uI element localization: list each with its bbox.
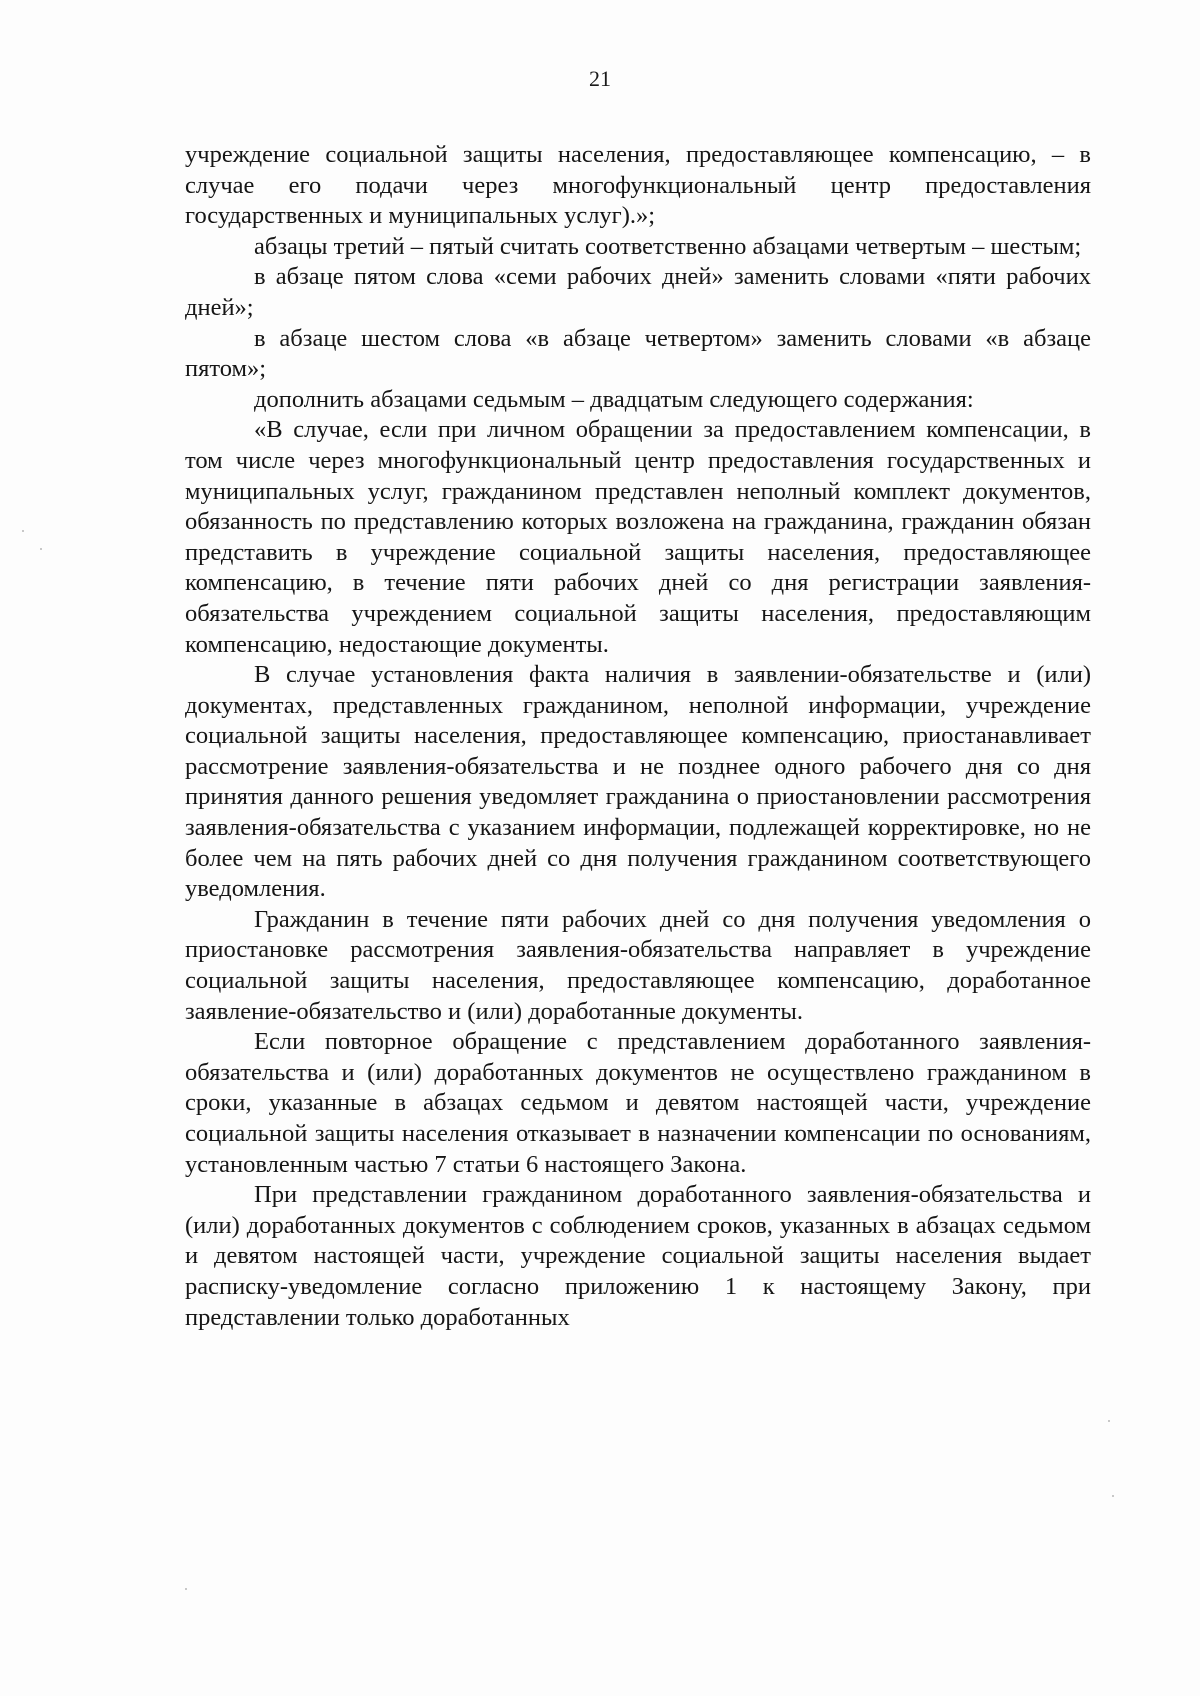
scan-speck <box>40 548 42 550</box>
scan-speck <box>1108 1420 1110 1422</box>
scan-speck <box>1112 1495 1114 1497</box>
paragraph-3: в абзаце пятом слова «семи рабочих дней» заменить словами «пяти рабочих дней»; <box>185 263 1091 321</box>
paragraph-4: в абзаце шестом слова «в абзаце четвертом» заменить словами «в абзаце пятом»; <box>185 324 1091 383</box>
page-number: 21 <box>589 66 611 91</box>
paragraph-10: При представлении гражданином доработанного заявления-обязательства и (или) доработанных документов с соблюдением сроков, указанных в абзацах седьмом и девятом настоящей части, учреждение социальной защиты населения выдает расписку-уведомление согласно приложению 1 к настоящему Закону, при представлении только доработанных <box>185 1181 1091 1331</box>
paragraph-7: В случае установления факта наличия в заявлении-обязательстве и (или) документах, представленных гражданином, неполной информации, учреждение социальной защиты населения, предоставляющее компенсацию, приостанавливает рассмотрение заявления-обязательства и не позднее одного рабочего дня со дня принятия данного решения уведомляет гражданина о приостановлении рассмотрения заявления-обязательства с указанием информации, подлежащей корректировке, но не более чем на пять рабочих дней со дня получения гражданином соответствующего уведомления. <box>185 661 1091 903</box>
scan-speck <box>22 530 24 532</box>
paragraph-1: учреждение социальной защиты населения, предоставляющее компенсацию, – в случае его подачи через многофункциональный центр предоставления государственных и муниципальных услуг).»; <box>185 141 1091 230</box>
document-body <box>185 140 1091 1333</box>
paragraph-5: дополнить абзацами седьмым – двадцатым следующего содержания: <box>254 385 974 413</box>
paragraph-9: Если повторное обращение с представлением доработанного заявления-обязательства и (или) доработанных документов не осуществлено гражданином в сроки, указанные в абзацах седьмом и девятом настоящей части, учреждение социальной защиты населения отказывает в назначении компенсации по основаниям, установленным частью 7 статьи 6 настоящего Закона. <box>185 1028 1091 1178</box>
paragraph-8: Гражданин в течение пяти рабочих дней со дня получения уведомления о приостановке рассмотрения заявления-обязательства направляет в учреждение социальной защиты населения, предоставляющее компенсацию, доработанное заявление-обязательство и (или) доработанные документы. <box>185 905 1091 1025</box>
paragraph-6: «В случае, если при личном обращении за предоставлением компенсации, в том числе через многофункциональный центр предоставления государственных и муниципальных услуг, гражданином представлен неполный комплект документов, обязанность по представлению которых возложена на гражданина, гражданин обязан представить в учреждение социальной защиты населения, предоставляющее компенсацию, в течение пяти рабочих дней со дня регистрации заявления-обязательства учреждением социальной защиты населения, предоставляющим компенсацию, недостающие документы. <box>185 416 1091 658</box>
paragraph-2: абзацы третий – пятый считать соответственно абзацами четвертым – шестым; <box>254 232 1082 260</box>
scan-speck <box>185 1588 187 1590</box>
